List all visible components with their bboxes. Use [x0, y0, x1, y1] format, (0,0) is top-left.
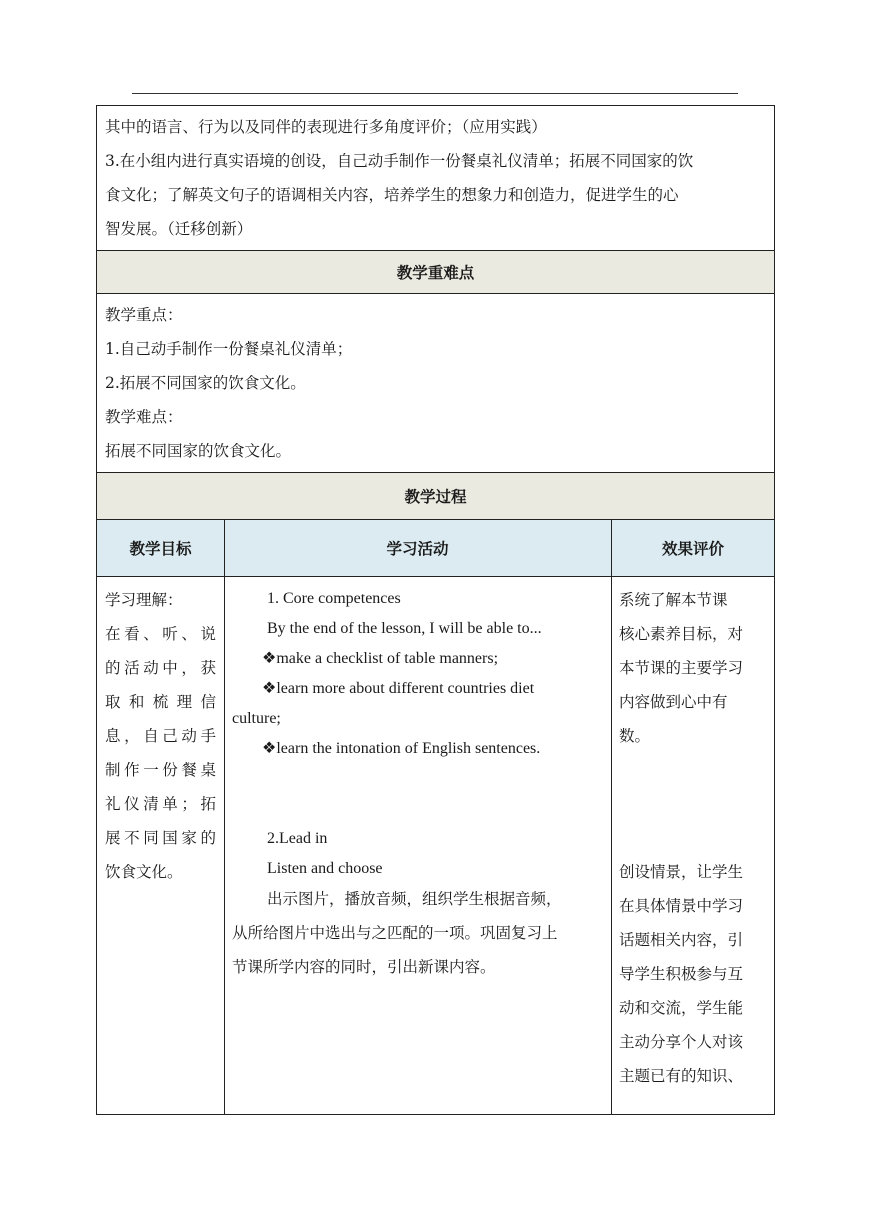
diamond-bullet-icon: ❖ — [262, 740, 277, 757]
keypoints-content-row — [97, 294, 774, 473]
goal-line: 学习理解： — [105, 591, 183, 609]
keypoints-header: 教学重难点 — [97, 251, 774, 294]
evaluation-line: 系统了解本节课 — [619, 591, 728, 609]
competence-bullet: ❖learn more about different countries diet — [262, 680, 535, 697]
column-header-goal: 教学目标 — [129, 540, 192, 558]
goal-cell — [97, 577, 224, 1115]
goal-line: 息，自己动手 — [105, 727, 216, 745]
evaluation-line: 导学生积极参与互 — [619, 965, 744, 983]
diamond-bullet-icon: ❖ — [262, 680, 277, 697]
evaluation-line: 动和交流，学生能 — [619, 999, 744, 1017]
column-header-evaluation: 效果评价 — [661, 540, 724, 558]
lead-in-text: 出示图片，播放音频，组织学生根据音频， — [267, 890, 562, 908]
keypoints-line: 1.自己动手制作一份餐桌礼仪清单； — [105, 340, 353, 358]
evaluation-cell — [611, 577, 775, 1115]
competence-bullet: ❖learn the intonation of English sentences. — [262, 740, 541, 757]
diamond-bullet-icon: ❖ — [262, 650, 277, 667]
activity-cell — [224, 577, 611, 1115]
goal-line: 展不同国家的 — [105, 829, 216, 847]
process-header: 教学过程 — [97, 473, 774, 520]
keypoints-line: 教学难点： — [105, 408, 183, 426]
evaluation-line: 创设情景，让学生 — [619, 863, 744, 881]
evaluation-line: 话题相关内容，引 — [619, 931, 744, 949]
competence-bullet-continuation: culture; — [232, 710, 281, 727]
evaluation-line: 主动分享个人对该 — [619, 1033, 744, 1051]
goal-line: 饮食文化。 — [105, 863, 183, 881]
evaluation-line: 数。 — [619, 727, 651, 745]
lesson-plan-table — [96, 105, 775, 1115]
column-header-row — [97, 520, 774, 577]
goal-line: 礼仪清单；拓 — [105, 795, 216, 813]
evaluation-line: 内容做到心中有 — [619, 693, 728, 711]
goal-line: 制作一份餐桌 — [105, 761, 216, 779]
keypoints-line: 教学重点： — [105, 306, 183, 324]
objectives-continuation-row — [97, 106, 774, 251]
goal-line: 在看、听、说 — [105, 625, 216, 643]
lead-in-text: 节课所学内容的同时，引出新课内容。 — [232, 958, 496, 976]
evaluation-line: 主题已有的知识、 — [619, 1067, 744, 1085]
process-body-row — [97, 577, 774, 1115]
objective-line: 3.在小组内进行真实语境的创设，自己动手制作一份餐桌礼仪清单；拓展不同国家的饮 — [105, 152, 694, 170]
goal-line: 的活动中，获 — [105, 659, 216, 677]
goal-line: 取和梳理信 — [105, 693, 216, 711]
core-competences-title: 1. Core competences — [267, 590, 401, 607]
evaluation-line: 在具体情景中学习 — [619, 897, 744, 915]
objective-line: 食文化；了解英文句子的语调相关内容，培养学生的想象力和创造力，促进学生的心 — [105, 186, 679, 204]
evaluation-line: 核心素养目标，对 — [619, 625, 744, 643]
objective-line: 智发展。（迁移创新） — [105, 220, 253, 238]
column-header-activity: 学习活动 — [386, 540, 449, 558]
lead-in-subtitle: Listen and choose — [267, 860, 383, 877]
core-competences-intro: By the end of the lesson, I will be able to... — [267, 620, 542, 637]
lead-in-text: 从所给图片中选出与之匹配的一项。巩固复习上 — [232, 924, 558, 942]
keypoints-line: 拓展不同国家的饮食文化。 — [105, 442, 292, 460]
header-rule — [132, 93, 738, 94]
evaluation-line: 本节课的主要学习 — [619, 659, 744, 677]
keypoints-line: 2.拓展不同国家的饮食文化。 — [105, 374, 306, 392]
competence-bullet: ❖make a checklist of table manners; — [262, 650, 499, 667]
objective-line: 其中的语言、行为以及同伴的表现进行多角度评价；（应用实践） — [105, 118, 547, 136]
lead-in-title: 2.Lead in — [267, 830, 328, 847]
